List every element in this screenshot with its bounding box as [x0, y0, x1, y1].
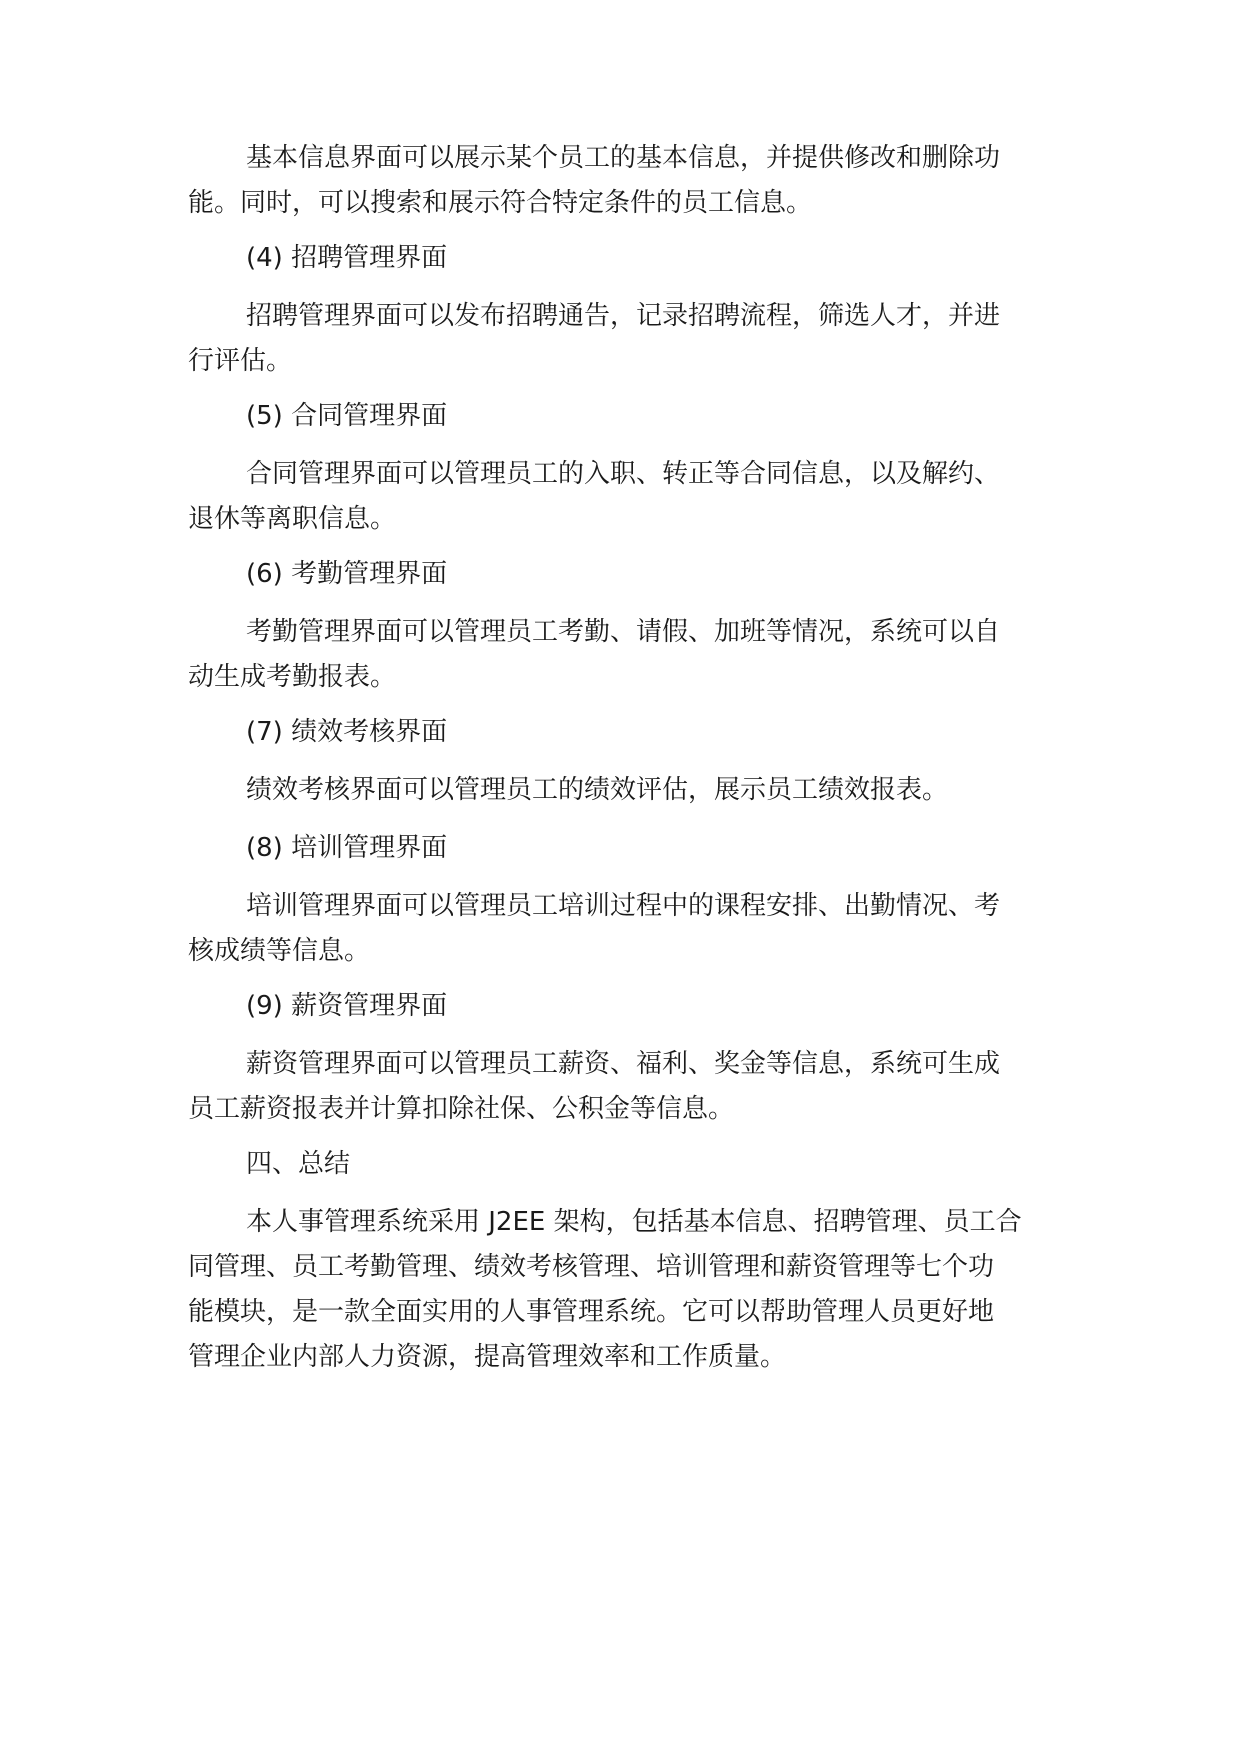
text-line: 薪资管理界面可以管理员工薪资、福利、奖金等信息，系统可生成	[246, 1049, 1001, 1079]
heading-text: 四、总结	[246, 1149, 351, 1179]
paragraph-recruitment	[188, 294, 1056, 384]
paragraph-training	[188, 884, 1056, 974]
text-line: 能。同时，可以搜索和展示符合特定条件的员工信息。	[188, 188, 813, 218]
text-line: 管理企业内部人力资源，提高管理效率和工作质量。	[188, 1342, 787, 1372]
paragraph-attendance	[188, 610, 1056, 700]
heading-text: (9) 薪资管理界面	[246, 991, 448, 1021]
paragraph-summary	[188, 1200, 1056, 1380]
section-heading-attendance	[188, 552, 1056, 597]
text-line: 退休等离职信息。	[188, 504, 397, 534]
heading-text: (5) 合同管理界面	[246, 401, 448, 431]
text-line: 招聘管理界面可以发布招聘通告，记录招聘流程，筛选人才，并进	[246, 301, 1001, 331]
paragraph-basic-info	[188, 136, 1056, 226]
text-line: 能模块，是一款全面实用的人事管理系统。它可以帮助管理人员更好地	[188, 1297, 995, 1327]
section-heading-performance	[188, 710, 1056, 755]
text-line: 绩效考核界面可以管理员工的绩效评估，展示员工绩效报表。	[246, 775, 949, 805]
text-line: 核成绩等信息。	[188, 936, 371, 966]
text-line: 员工薪资报表并计算扣除社保、公积金等信息。	[188, 1094, 735, 1124]
section-heading-training	[188, 826, 1056, 871]
text-line: 行评估。	[188, 346, 293, 376]
section-heading-salary	[188, 984, 1056, 1029]
heading-text: (4) 招聘管理界面	[246, 243, 448, 273]
text-line: 同管理、员工考勤管理、绩效考核管理、培训管理和薪资管理等七个功	[188, 1252, 995, 1282]
paragraph-performance	[188, 768, 1056, 813]
section-heading-summary	[188, 1142, 1056, 1187]
text-line: 动生成考勤报表。	[188, 662, 397, 692]
text-line: 合同管理界面可以管理员工的入职、转正等合同信息，以及解约、	[246, 459, 1001, 489]
text-line: 基本信息界面可以展示某个员工的基本信息，并提供修改和删除功	[246, 143, 1001, 173]
section-heading-recruitment	[188, 236, 1056, 281]
paragraph-salary	[188, 1042, 1056, 1132]
text-line: 本人事管理系统采用 J2EE 架构，包括基本信息、招聘管理、员工合	[246, 1207, 1022, 1237]
heading-text: (7) 绩效考核界面	[246, 717, 448, 747]
text-line: 考勤管理界面可以管理员工考勤、请假、加班等情况，系统可以自	[246, 617, 1001, 647]
heading-text: (6) 考勤管理界面	[246, 559, 448, 589]
paragraph-contract	[188, 452, 1056, 542]
section-heading-contract	[188, 394, 1056, 439]
heading-text: (8) 培训管理界面	[246, 833, 448, 863]
text-line: 培训管理界面可以管理员工培训过程中的课程安排、出勤情况、考	[246, 891, 1001, 921]
